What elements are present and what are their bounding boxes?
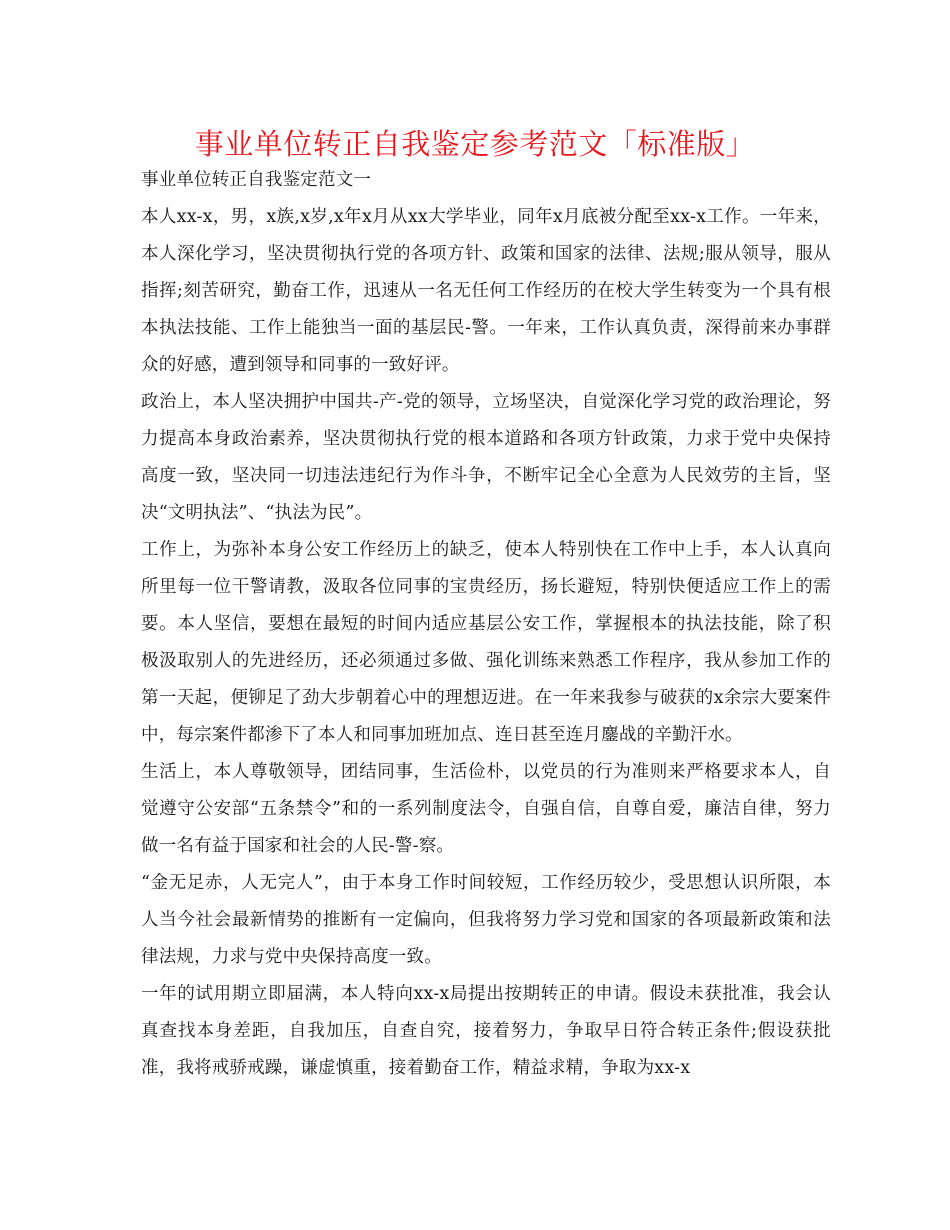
paragraph-intro: 本人xx-x，男，x族,x岁,x年x月从xx大学毕业，同年x月底被分配至xx-x工作。一年来，本人深化学习，坚决贯彻执行党的各项方针、政策和国家的法律、法规;服从领导，服从指挥;刻苦研究，勤奋工作，迅速从一名无任何工作经历的在校大学生转变为一个具有根本执法技能、工作上能独当一面的基层民-警。一年来，工作认真负责，深得前来办事群众的好感，遭到领导和同事的一致好评。 <box>141 207 831 375</box>
paragraph-self-reflection: “金无足赤，人无完人”，由于本身工作时间较短，工作经历较少，受思想认识所限，本人当今社会最新情势的推断有一定偏向，但我将努力学习党和国家的各项最新政策和法律法规，力求与党中央保持高度一致。 <box>141 873 831 967</box>
section-subheading: 事业单位转正自我鉴定范文一 <box>141 170 372 190</box>
document-title: 事业单位转正自我鉴定参考范文「标准版」 <box>194 127 756 161</box>
paragraph-application: 一年的试用期立即届满，本人特向xx-x局提出按期转正的申请。假设未获批准，我会认真查找本身差距，自我加压，自查自究，接着努力，争取早日符合转正条件;假设获批准，我将戒骄戒躁，谦虚慎重，接着勤奋工作，精益求精，争取为xx-x <box>141 984 831 1078</box>
paragraph-work: 工作上，为弥补本身公安工作经历上的缺乏，使本人特别快在工作中上手，本人认真向所里每一位干警请教，汲取各位同事的宝贵经历，扬长避短，特别快便适应工作上的需要。本人坚信，要想在最短的时间内适应基层公安工作，掌握根本的执法技能，除了积极汲取别人的先进经历，还必须通过多做、强化训练来熟悉工作程序，我从参加工作的第一天起，便铆足了劲大步朝着心中的理想迈进。在一年来我参与破获的x余宗大要案件中，每宗案件都渗下了本人和同事加班加点、连日甚至连月鏖战的辛勤汗水。 <box>141 540 831 745</box>
paragraph-politics: 政治上，本人坚决拥护中国共-产-党的领导，立场坚决，自觉深化学习党的政治理论，努力提高本身政治素养，坚决贯彻执行党的根本道路和各项方针政策，力求于党中央保持高度一致，坚决同一切违法违纪行为作斗争，不断牢记全心全意为人民效劳的主旨，坚决“文明执法”、“执法为民”。 <box>141 392 831 523</box>
document-body <box>141 162 831 1087</box>
paragraph-life: 生活上，本人尊敬领导，团结同事，生活俭朴，以党员的行为准则来严格要求本人，自觉遵守公安部“五条禁令”和的一系列制度法令，自强自信，自尊自爱，廉洁自律，努力做一名有益于国家和社会的人民-警-察。 <box>141 762 831 856</box>
